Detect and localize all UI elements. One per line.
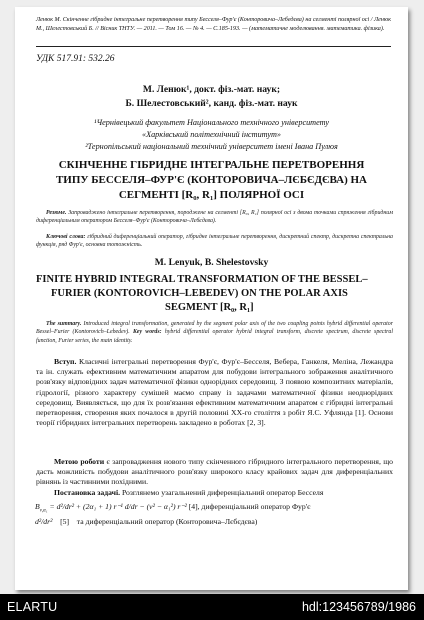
keywords-en-label: Key words:: [132, 329, 162, 336]
formula-ref-5: [5]: [60, 517, 70, 526]
abstract-uk-label: Резюме.: [46, 210, 67, 216]
udc-code: УДК 517.91: 532.26: [36, 54, 115, 64]
problem-text: Розглянемо узагальнений диференціальний оператор Бесселя: [121, 488, 324, 497]
problem-label: Постановка задачі.: [54, 488, 121, 497]
authors-en: M. Lenyuk, B. Shelestovsky: [154, 257, 269, 268]
goal-paragraph: [36, 457, 393, 488]
abstract-en-text: Introduced integral transformation, generated by the segment polar axis of the two coupling points hybrid differential operator Bessel–Furier (Kontorovich–Lebedev).: [36, 321, 393, 336]
intro-label: Вступ.: [54, 357, 77, 366]
abstract-uk-text: Запроваджено інтегральне перетворення, породжене на сегменті [R₀, R₁] полярної осі з двома точками спряження гібридним диференціальним оператором Бесселя–Фур'є (Конторовича–Лєбєдєва).: [36, 210, 393, 225]
goal-label: Метою роботи: [54, 457, 105, 466]
formula-ref-4: [4],: [188, 502, 200, 511]
title-en-line-1: FINITE HYBRID INTEGRAL TRANSFORMATION OF THE BESSEL–: [36, 274, 368, 285]
affiliation-line-2: «Харківський політехнічний інститут»: [141, 130, 282, 139]
title-en-line-3: SEGMENT [R₀, R₁]: [165, 302, 254, 313]
author-line-2: Б. Шелестовський², канд. фіз.-мат. наук: [125, 98, 298, 109]
formula-line-2: [35, 517, 400, 526]
formula-line-1-tail: диференціальний оператор Фур'є: [201, 502, 311, 511]
header-divider: [36, 46, 391, 47]
repository-name[interactable]: ELARTU: [7, 600, 58, 614]
bessel-operator-expression: = d²/dr² + (2α₁ + 1) r⁻¹ d/dr − (ν² − α₁²) r⁻²: [49, 502, 187, 511]
abstract-en: [36, 320, 393, 345]
abstract-en-label: The summary.: [46, 321, 82, 327]
title-uk-line-3: СЕГМЕНТІ [R₀, R₁] ПОЛЯРНОЇ ОСІ: [118, 189, 305, 201]
title-en-line-2: FURIER (KONTOROVICH–LEBEDEV) ON THE POLAR AXIS: [51, 288, 348, 299]
handle-identifier[interactable]: hdl:123456789/1986: [301, 600, 416, 614]
citation-reference: Ленюк М. Скінченне гібридне інтегральне перетворення типу Бесселя–Фур'є (Конторовича–Лебедєва) на сегменті полярної осі / Ленюк М., Шелестовський Б. // Вісник ТНТУ. — 2011. — Том 16. — № 4. — С.185-193. — (математичне моделювання. математика. фізика).: [36, 17, 391, 32]
goal-text: є запровадження нового типу скінченного гібридного інтегрального перетворення, що дасть можливість побудови аналітичного розв'язку широкого класу крайових задач для диференціальних рівнянь із частинними похідними.: [36, 457, 393, 487]
intro-paragraph: [36, 357, 393, 428]
abstract-uk: [36, 209, 393, 226]
title-uk-line-1: СКІНЧЕННЕ ГІБРИДНЕ ІНТЕГРАЛЬНЕ ПЕРЕТВОРЕННЯ: [58, 159, 365, 171]
problem-paragraph: [36, 488, 393, 498]
keywords-uk-text: гібридний диференціальний оператор, гібридне інтегральне перетворення, дискретний спектр, дискретна спектральна функція, ряд Фур'є, основна тотожність.: [36, 234, 393, 249]
bessel-operator-symbol: B: [35, 502, 40, 511]
formula-line-1: $B_{\nu,\alpha_1} = d^2/dr^2 + (2\alpha_1 + 1)$ r⁻¹ d/dr − (ν² − α₁²) r⁻² [4], диференціальний оператор Фур'є: [35, 502, 311, 514]
keywords-uk: [36, 233, 393, 250]
paper-page: [15, 7, 408, 590]
title-uk-line-2: ТИПУ БЕССЕЛЯ–ФУР'Є (КОНТОРОВИЧА–ЛЄБЄДЄВА) НА: [55, 174, 368, 186]
formula-line-2-tail: та диференціальний оператор (Конторовича–Лєбєдєва): [76, 517, 258, 526]
intro-text: Класичні інтегральні перетворення Фур'є, Фур'є–Бесселя, Вебера, Ганкеля, Меліна, Лежандра та ін. служать ефективним математичним апаратом для побудови інтегрального зображення аналітичного розв'язку відповідних задач математичної фізики однорідних середовищ. З появою композитних матеріалів, гідрології, різного характеру сумішей маємо справу із задачами математичної фізики неоднорідних середовищ. Виявляється, що для їх розв'язання ефективним математичним апаратом є гібридні інтегральні перетворення, створення яких почалося в другій половині XX-го століття з робіт Я.С. Уфлянда [1]. Основи теорії гібридних інтегральних перетворень закладено в роботах [2, 3].: [36, 357, 393, 428]
affiliation-line-3: ²Тернопільський національний технічний університет імені Івана Пулюя: [85, 142, 338, 151]
author-line-1: М. Ленюк¹, докт. фіз.-мат. наук;: [142, 84, 281, 95]
affiliation-line-1: ¹Чернівецький факультет Національного технічного університету: [94, 118, 329, 127]
keywords-en-text: hybrid differential operator hybrid integral transform, discrete spectrum, discrete spectral function, Furier series, the main identity.: [36, 329, 394, 344]
keywords-uk-label: Ключові слова:: [46, 234, 86, 240]
fourier-operator-expression: d²/dr²: [35, 517, 53, 526]
repository-footer-bar: [0, 594, 424, 620]
